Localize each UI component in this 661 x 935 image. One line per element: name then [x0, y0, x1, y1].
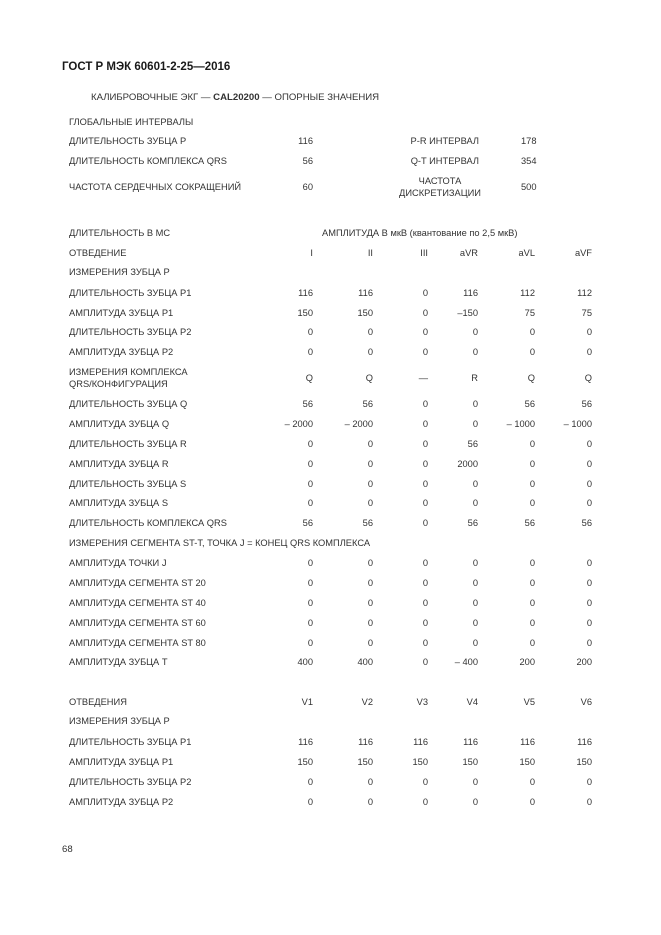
cell-value: 56 [302, 399, 313, 409]
cell-value: 0 [422, 459, 428, 469]
cell-value: 0 [422, 347, 428, 357]
cell-value: 0 [367, 558, 373, 568]
cell-value: 0 [307, 498, 313, 508]
cell-value: 0 [586, 777, 592, 787]
row-label: ДЛИТЕЛЬНОСТЬ ЗУБЦА P1 [69, 737, 192, 747]
caption-code: CAL20200 [213, 92, 260, 103]
cell-value: 0 [367, 459, 373, 469]
cell-value: 150 [357, 308, 373, 318]
global-value-qrs-duration: 56 [302, 156, 313, 166]
cell-value: 400 [357, 657, 373, 667]
cell-value: 150 [462, 757, 478, 767]
cell-value: 116 [577, 737, 592, 747]
cell-value: 200 [519, 657, 535, 667]
lead-header-avr: aVR [459, 248, 478, 258]
cell-value: 0 [529, 638, 535, 648]
cell-value: 0 [422, 419, 428, 429]
cell-value: 0 [586, 479, 592, 489]
cell-value: 0 [422, 327, 428, 337]
cell-value: 0 [529, 578, 535, 588]
amplitude-units-label: АМПЛИТУДА В мкВ (квантование по 2,5 мкВ) [322, 228, 518, 238]
cell-value: 116 [298, 288, 313, 298]
cell-value: 0 [307, 327, 313, 337]
cell-value: 150 [576, 757, 592, 767]
cell-value: 0 [529, 479, 535, 489]
cell-value: 0 [422, 777, 428, 787]
cell-value: 112 [520, 288, 535, 298]
row-label: АМПЛИТУДА ЗУБЦА Q [69, 419, 170, 429]
cell-value: 0 [586, 327, 592, 337]
lead-header-avl: aVL [518, 248, 535, 258]
cell-value: 150 [357, 757, 373, 767]
row-label: АМПЛИТУДА СЕГМЕНТА ST 20 [69, 578, 206, 588]
row-label: ДЛИТЕЛЬНОСТЬ ЗУБЦА S [69, 479, 187, 489]
global-value-qt-interval: 354 [521, 156, 537, 166]
cell-value: 0 [586, 638, 592, 648]
cell-value: 0 [367, 797, 373, 807]
row-label: ДЛИТЕЛЬНОСТЬ ЗУБЦА P2 [69, 777, 192, 787]
cell-value: 112 [577, 288, 592, 298]
cell-value: – 1000 [563, 419, 592, 429]
cell-value: 0 [422, 439, 428, 449]
cell-value: 0 [529, 498, 535, 508]
cell-value: 75 [524, 308, 535, 318]
cell-value: 150 [297, 308, 313, 318]
cell-value: Q [584, 373, 592, 383]
cell-value: 0 [529, 327, 535, 337]
cell-value: 0 [529, 558, 535, 568]
cell-value: 0 [422, 399, 428, 409]
cell-value: 116 [463, 737, 478, 747]
lead-header-label: ОТВЕДЕНИЯ [69, 697, 127, 707]
cell-value: 0 [367, 439, 373, 449]
cell-value: 0 [472, 479, 478, 489]
cell-value: 0 [472, 797, 478, 807]
cell-value: 150 [519, 757, 535, 767]
lead-header-avf: aVF [574, 248, 592, 258]
cell-value: 0 [307, 479, 313, 489]
caption-suffix: — ОПОРНЫЕ ЗНАЧЕНИЯ [259, 92, 380, 103]
global-label-p-duration: ДЛИТЕЛЬНОСТЬ ЗУБЦА P [69, 136, 187, 146]
cell-value: 0 [367, 578, 373, 588]
cell-value: 0 [422, 618, 428, 628]
section-heading: ИЗМЕРЕНИЯ ЗУБЦА P [69, 716, 170, 726]
cell-value: 116 [358, 288, 373, 298]
cell-value: 0 [586, 578, 592, 588]
cell-value: 0 [307, 439, 313, 449]
cell-value: Q [527, 373, 535, 383]
global-label-sampling-line1: ЧАСТОТА [418, 176, 462, 186]
cell-value: 0 [367, 327, 373, 337]
global-label-qrs-duration: ДЛИТЕЛЬНОСТЬ КОМПЛЕКСА QRS [69, 156, 227, 166]
duration-units-label: ДЛИТЕЛЬНОСТЬ В МС [69, 228, 171, 238]
section-heading: ИЗМЕРЕНИЯ ЗУБЦА P [69, 267, 170, 277]
cell-value: 2000 [457, 459, 478, 469]
cell-value: 0 [586, 459, 592, 469]
cell-value: 0 [472, 399, 478, 409]
lead-header-v3: V3 [416, 697, 428, 707]
cell-value: 0 [367, 598, 373, 608]
cell-value: 0 [422, 598, 428, 608]
row-label: АМПЛИТУДА ЗУБЦА P2 [69, 347, 174, 357]
cell-value: 400 [297, 657, 313, 667]
cell-value: 150 [297, 757, 313, 767]
cell-value: 0 [586, 598, 592, 608]
cell-value: 116 [358, 737, 373, 747]
cell-value: 0 [307, 618, 313, 628]
cell-value: 150 [412, 757, 428, 767]
global-value-p-duration: 116 [298, 136, 313, 146]
row-label: АМПЛИТУДА СЕГМЕНТА ST 80 [69, 638, 206, 648]
cell-value: 0 [422, 518, 428, 528]
cell-value: 0 [586, 347, 592, 357]
cell-value: 0 [472, 327, 478, 337]
caption-prefix: КАЛИБРОВОЧНЫЕ ЭКГ — [91, 92, 214, 103]
cell-value: 56 [581, 399, 592, 409]
lead-header-v6: V6 [580, 697, 592, 707]
cell-value: –150 [457, 308, 478, 318]
global-label-qt-interval: Q-T ИНТЕРВАЛ [410, 156, 479, 166]
cell-value: – 2000 [344, 419, 373, 429]
cell-value: 200 [576, 657, 592, 667]
cell-value: 0 [529, 777, 535, 787]
cell-value: 0 [422, 288, 428, 298]
row-label: ДЛИТЕЛЬНОСТЬ ЗУБЦА P2 [69, 327, 192, 337]
cell-value: 56 [467, 439, 478, 449]
row-label: АМПЛИТУДА ЗУБЦА T [69, 657, 168, 667]
lead-header-label: ОТВЕДЕНИЕ [69, 248, 127, 258]
cell-value: 0 [529, 347, 535, 357]
cell-value: 116 [413, 737, 428, 747]
cell-value: 0 [529, 459, 535, 469]
row-label: ИЗМЕРЕНИЯ КОМПЛЕКСА [69, 367, 188, 377]
cell-value: 0 [307, 459, 313, 469]
cell-value: 0 [307, 558, 313, 568]
cell-value: 0 [586, 618, 592, 628]
cell-value: 56 [581, 518, 592, 528]
cell-value: 0 [367, 777, 373, 787]
lead-header-v4: V4 [466, 697, 478, 707]
cell-value: 0 [307, 578, 313, 588]
global-label-sampling-line2: ДИСКРЕТИЗАЦИИ [399, 188, 481, 198]
lead-header-v2: V2 [361, 697, 373, 707]
row-label: АМПЛИТУДА ЗУБЦА P2 [69, 797, 174, 807]
cell-value: 116 [520, 737, 535, 747]
row-label: АМПЛИТУДА СЕГМЕНТА ST 40 [69, 598, 206, 608]
cell-value: 0 [472, 419, 478, 429]
lead-header-v1: V1 [301, 697, 313, 707]
cell-value: 116 [298, 737, 313, 747]
cell-value: 0 [367, 618, 373, 628]
page-number: 68 [62, 844, 73, 855]
global-intervals-title: ГЛОБАЛЬНЫЕ ИНТЕРВАЛЫ [69, 117, 194, 127]
cell-value: 0 [307, 598, 313, 608]
table-caption [91, 92, 379, 103]
cell-value: 0 [529, 618, 535, 628]
cell-value: 0 [472, 618, 478, 628]
row-label: АМПЛИТУДА ЗУБЦА R [69, 459, 169, 469]
cell-value: Q [305, 373, 313, 383]
cell-value: – 1000 [506, 419, 535, 429]
cell-value: 0 [529, 797, 535, 807]
cell-value: 0 [472, 578, 478, 588]
cell-value: 0 [529, 598, 535, 608]
global-label-heart-rate: ЧАСТОТА СЕРДЕЧНЫХ СОКРАЩЕНИЙ [69, 182, 242, 192]
lead-header-i: I [310, 248, 313, 258]
row-label: ДЛИТЕЛЬНОСТЬ ЗУБЦА R [69, 439, 187, 449]
cell-value: 0 [307, 797, 313, 807]
global-value-sampling: 500 [521, 182, 537, 192]
row-label: АМПЛИТУДА ЗУБЦА P1 [69, 308, 174, 318]
cell-value: 56 [467, 518, 478, 528]
lead-header-v5: V5 [523, 697, 535, 707]
row-label: АМПЛИТУДА СЕГМЕНТА ST 60 [69, 618, 206, 628]
global-value-pr-interval: 178 [521, 136, 537, 146]
row-label-line2: QRS/КОНФИГУРАЦИЯ [69, 379, 168, 389]
cell-value: 0 [422, 797, 428, 807]
row-label: АМПЛИТУДА ТОЧКИ J [69, 558, 167, 568]
cell-value: 56 [362, 518, 373, 528]
cell-value: 0 [472, 598, 478, 608]
cell-value: 0 [586, 797, 592, 807]
cell-value: 0 [307, 777, 313, 787]
cell-value: 56 [524, 399, 535, 409]
row-label: АМПЛИТУДА ЗУБЦА P1 [69, 757, 174, 767]
cell-value: 0 [586, 498, 592, 508]
cell-value: 116 [463, 288, 478, 298]
cell-value: 0 [422, 578, 428, 588]
cell-value: 56 [524, 518, 535, 528]
cell-value: 0 [586, 558, 592, 568]
cell-value: Q [365, 373, 373, 383]
cell-value: 0 [422, 638, 428, 648]
cell-value: — [418, 373, 428, 383]
cell-value: 0 [529, 439, 535, 449]
cell-value: 0 [307, 347, 313, 357]
cell-value: 56 [302, 518, 313, 528]
cell-value: 0 [472, 347, 478, 357]
cell-value: 0 [367, 638, 373, 648]
cell-value: 0 [367, 347, 373, 357]
cell-value: R [471, 373, 478, 383]
cell-value: 0 [422, 657, 428, 667]
cell-value: 0 [367, 498, 373, 508]
lead-header-ii: II [367, 248, 373, 258]
cell-value: 0 [472, 558, 478, 568]
cell-value: 0 [472, 498, 478, 508]
lead-header-iii: III [420, 248, 428, 258]
row-label: ДЛИТЕЛЬНОСТЬ ЗУБЦА P1 [69, 288, 192, 298]
cell-value: 0 [367, 479, 373, 489]
cell-value: 0 [422, 479, 428, 489]
cell-value: 0 [422, 558, 428, 568]
section-heading: ИЗМЕРЕНИЯ СЕГМЕНТА ST-T, ТОЧКА J = КОНЕЦ QRS КОМПЛЕКСА [69, 538, 371, 548]
cell-value: 75 [581, 308, 592, 318]
cell-value: 0 [422, 498, 428, 508]
document-header: ГОСТ Р МЭК 60601-2-25—2016 [62, 61, 231, 73]
global-value-heart-rate: 60 [302, 182, 313, 192]
cell-value: 0 [472, 777, 478, 787]
cell-value: – 400 [454, 657, 478, 667]
row-label: ДЛИТЕЛЬНОСТЬ КОМПЛЕКСА QRS [69, 518, 227, 528]
cell-value: 0 [307, 638, 313, 648]
cell-value: 0 [422, 308, 428, 318]
cell-value: – 2000 [284, 419, 313, 429]
row-label: ДЛИТЕЛЬНОСТЬ ЗУБЦА Q [69, 399, 188, 409]
global-label-pr-interval: P-R ИНТЕРВАЛ [410, 136, 479, 146]
cell-value: 0 [586, 439, 592, 449]
row-label: АМПЛИТУДА ЗУБЦА S [69, 498, 169, 508]
cell-value: 56 [362, 399, 373, 409]
cell-value: 0 [472, 638, 478, 648]
